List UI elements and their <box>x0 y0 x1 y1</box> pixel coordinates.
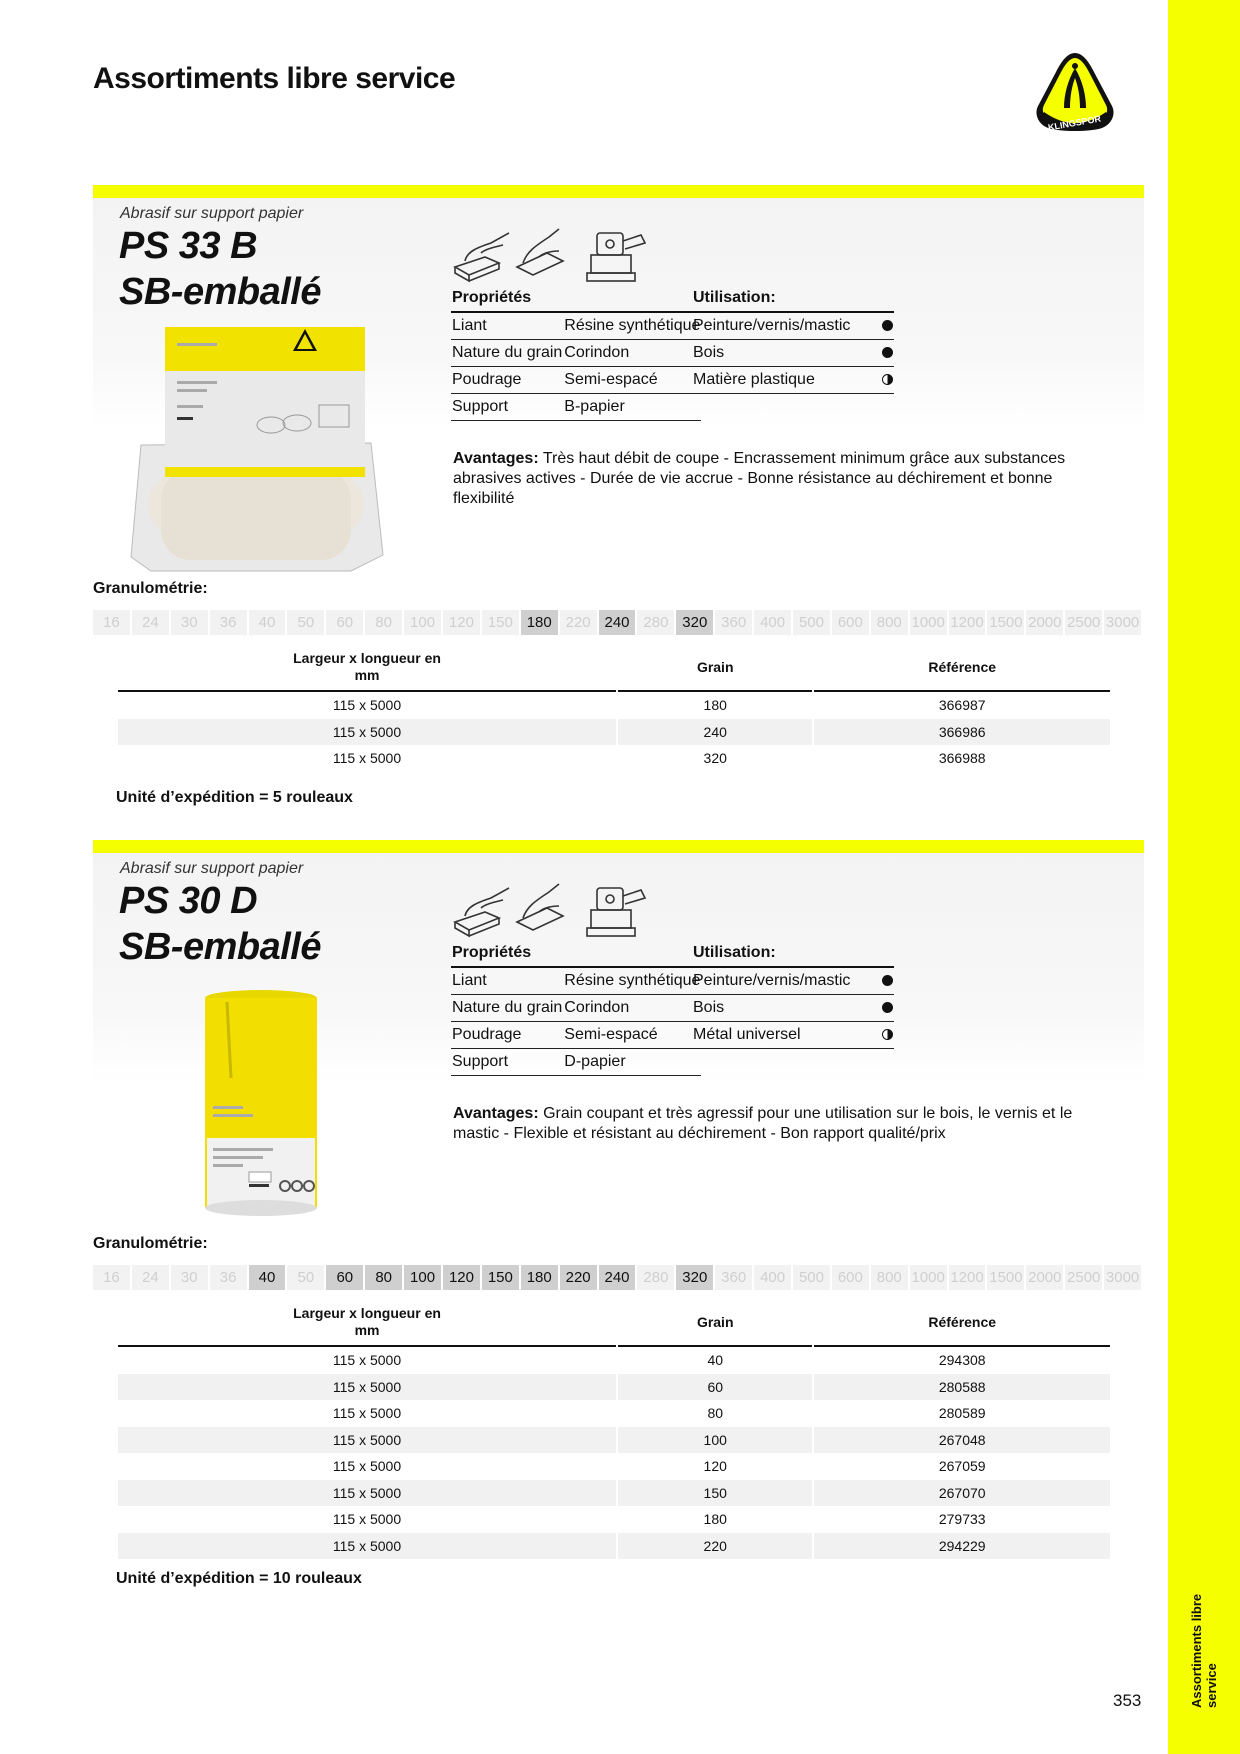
cell-size: 115 x 5000 <box>118 1427 616 1454</box>
grit-cell-36: 36 <box>210 1265 247 1290</box>
grit-cell-500: 500 <box>793 610 830 635</box>
advantages-body: Très haut débit de coupe - Encrassement minimum grâce aux substances abrasives actives - Durée de vie accrue - Bonne résistance au déchirement et bonne flexibilité <box>453 450 1066 507</box>
property-key: Support <box>451 394 563 421</box>
grit-cell-30: 30 <box>171 1265 208 1290</box>
usage-row <box>692 967 894 995</box>
page-title: Assortiments libre service <box>93 62 456 95</box>
grit-cell-1200: 1200 <box>949 610 986 635</box>
usage-row <box>692 367 894 394</box>
advantages-text <box>453 1104 1113 1144</box>
full-suitability-icon <box>882 347 893 358</box>
product-image-ps33b <box>121 325 411 575</box>
grit-cell-1000: 1000 <box>910 610 947 635</box>
property-row <box>451 394 701 421</box>
cell-ref: 267059 <box>938 1458 986 1475</box>
article-table <box>116 1302 1112 1559</box>
grit-cell-360: 360 <box>715 610 752 635</box>
table-row <box>118 719 1110 746</box>
property-key: Liant <box>451 967 563 995</box>
section-divider <box>93 185 1144 198</box>
grit-cell-3000: 3000 <box>1104 1265 1141 1290</box>
cell-grain: 150 <box>618 1480 812 1507</box>
klingspor-logo <box>1032 50 1118 134</box>
sanding-tools-icons <box>451 223 651 285</box>
grit-cell-220: 220 <box>560 1265 597 1290</box>
grit-cell-60: 60 <box>326 1265 363 1290</box>
property-key: Poudrage <box>451 1022 563 1049</box>
grit-cell-100: 100 <box>404 1265 441 1290</box>
svg-text:KLINGSPOR: KLINGSPOR <box>1047 113 1102 133</box>
property-value: Semi-espacé <box>563 367 701 394</box>
property-value: Corindon <box>563 995 701 1022</box>
grit-cell-36: 36 <box>210 610 247 635</box>
cell-grain: 100 <box>618 1427 812 1454</box>
grit-cell-2000: 2000 <box>1026 1265 1063 1290</box>
property-value: Résine synthétique <box>563 967 701 995</box>
grit-cell-120: 120 <box>443 610 480 635</box>
product-name <box>119 878 321 970</box>
cell-size: 115 x 5000 <box>118 1374 616 1401</box>
grit-cell-2500: 2500 <box>1065 610 1102 635</box>
grit-cell-120: 120 <box>443 1265 480 1290</box>
usage-table <box>692 942 894 1049</box>
cell-grain: 320 <box>703 750 727 767</box>
grit-cell-16: 16 <box>93 1265 130 1290</box>
property-key: Poudrage <box>451 367 563 394</box>
usage-label: Métal universel <box>692 1022 872 1049</box>
grit-cell-80: 80 <box>365 610 402 635</box>
usage-label: Bois <box>692 995 872 1022</box>
page-number: 353 <box>1113 1691 1142 1710</box>
property-key: Support <box>451 1049 563 1076</box>
property-value: Corindon <box>563 340 701 367</box>
column-header-grain: Grain <box>618 1302 812 1347</box>
grit-cell-600: 600 <box>832 610 869 635</box>
grit-cell-24: 24 <box>132 610 169 635</box>
usage-label: Peinture/vernis/mastic <box>692 967 872 995</box>
product-name-line1: PS 30 D <box>119 880 258 922</box>
grit-cell-16: 16 <box>93 610 130 635</box>
cell-ref: 267070 <box>814 1480 1110 1507</box>
cell-ref: 280589 <box>938 1405 986 1422</box>
cell-ref: 366987 <box>938 697 986 714</box>
cell-ref: 280588 <box>814 1374 1110 1401</box>
properties-table <box>451 942 701 1076</box>
table-row <box>118 1374 1110 1401</box>
grit-cell-30: 30 <box>171 610 208 635</box>
grit-cell-400: 400 <box>754 1265 791 1290</box>
grit-cell-220: 220 <box>560 610 597 635</box>
cell-grain: 180 <box>703 697 727 714</box>
grit-cell-1200: 1200 <box>949 1265 986 1290</box>
sidebar-label-text: Assortiments libre service <box>1189 1593 1219 1708</box>
article-table <box>116 647 1112 772</box>
table-row <box>118 1427 1110 1454</box>
advantages-label: Avantages: <box>453 450 539 467</box>
product-name-line2: SB-emballé <box>119 271 321 313</box>
cell-size: 115 x 5000 <box>332 697 402 714</box>
property-key: Nature du grain <box>451 340 563 367</box>
grit-cell-40: 40 <box>249 1265 286 1290</box>
cell-size: 115 x 5000 <box>332 1511 402 1528</box>
grit-cell-3000: 3000 <box>1104 610 1141 635</box>
cell-ref: 267048 <box>814 1427 1110 1454</box>
grit-cell-800: 800 <box>871 610 908 635</box>
table-row <box>118 745 1110 772</box>
grit-cell-240: 240 <box>599 610 636 635</box>
grit-scale <box>93 610 1141 635</box>
sidebar-accent <box>1168 0 1240 1754</box>
grit-cell-2500: 2500 <box>1065 1265 1102 1290</box>
grit-cell-180: 180 <box>521 1265 558 1290</box>
column-header-size-label: Largeur x longueur en mm <box>293 650 441 683</box>
grit-cell-1000: 1000 <box>910 1265 947 1290</box>
usage-label: Peinture/vernis/mastic <box>692 312 872 340</box>
product-name-line2: SB-emballé <box>119 926 321 968</box>
cell-size: 115 x 5000 <box>118 1480 616 1507</box>
grit-cell-150: 150 <box>482 1265 519 1290</box>
table-row <box>118 692 1110 719</box>
property-value: Semi-espacé <box>563 1022 701 1049</box>
usage-label: Bois <box>692 340 872 367</box>
product-section-ps30d <box>93 840 1144 1600</box>
property-row <box>451 367 701 394</box>
property-row <box>451 995 701 1022</box>
usage-label: Matière plastique <box>692 367 872 394</box>
product-image-ps30d <box>201 988 321 1224</box>
property-value: Résine synthétique <box>563 312 701 340</box>
grit-cell-320: 320 <box>676 1265 713 1290</box>
usage-header: Utilisation: <box>692 287 894 312</box>
table-row <box>118 1533 1110 1560</box>
grit-cell-40: 40 <box>249 610 286 635</box>
partial-suitability-icon <box>882 1029 893 1040</box>
sanding-tools-icons <box>451 878 651 940</box>
grit-cell-150: 150 <box>482 610 519 635</box>
grit-cell-280: 280 <box>637 610 674 635</box>
grit-cell-50: 50 <box>287 1265 324 1290</box>
property-row <box>451 312 701 340</box>
partial-suitability-icon <box>882 374 893 385</box>
shipping-unit: Unité d’expédition = 10 rouleaux <box>116 1570 362 1587</box>
cell-grain: 80 <box>707 1405 724 1422</box>
section-divider <box>93 840 1144 853</box>
property-row <box>451 967 701 995</box>
advantages-body: Grain coupant et très agressif pour une utilisation sur le bois, le vernis et le mastic - Flexible et résistant au déchirement - Bon rapport qualité/prix <box>453 1105 1073 1142</box>
column-header-reference: Référence <box>814 647 1110 692</box>
property-row <box>451 1022 701 1049</box>
usage-row <box>692 995 894 1022</box>
full-suitability-icon <box>882 320 893 331</box>
properties-header: Propriétés <box>451 287 701 312</box>
grit-cell-360: 360 <box>715 1265 752 1290</box>
grit-cell-320: 320 <box>676 610 713 635</box>
column-header-reference: Référence <box>814 1302 1110 1347</box>
cell-ref: 366986 <box>814 719 1110 746</box>
grit-cell-1500: 1500 <box>987 1265 1024 1290</box>
table-row <box>118 1400 1110 1427</box>
advantages-label: Avantages: <box>453 1105 539 1122</box>
cell-size: 115 x 5000 <box>332 1352 402 1369</box>
full-suitability-icon <box>882 1002 893 1013</box>
usage-row <box>692 340 894 367</box>
usage-row <box>692 312 894 340</box>
cell-ref: 279733 <box>938 1511 986 1528</box>
table-row <box>118 1347 1110 1374</box>
grit-cell-60: 60 <box>326 610 363 635</box>
product-subtitle: Abrasif sur support papier <box>120 860 304 877</box>
property-key: Nature du grain <box>451 995 563 1022</box>
grit-cell-50: 50 <box>287 610 324 635</box>
properties-header: Propriétés <box>451 942 701 967</box>
cell-grain: 120 <box>703 1458 727 1475</box>
column-header-size-label: Largeur x longueur en mm <box>293 1305 441 1338</box>
grit-cell-800: 800 <box>871 1265 908 1290</box>
cell-grain: 180 <box>703 1511 727 1528</box>
property-value: D-papier <box>563 1049 701 1076</box>
cell-ref: 366988 <box>938 750 986 767</box>
product-section-ps33b <box>93 185 1144 805</box>
column-header-size <box>118 647 616 692</box>
product-name <box>119 223 321 315</box>
property-key: Liant <box>451 312 563 340</box>
cell-size: 115 x 5000 <box>332 1458 402 1475</box>
advantages-text <box>453 449 1113 509</box>
product-name-line1: PS 33 B <box>119 225 258 267</box>
property-value: B-papier <box>563 394 701 421</box>
usage-header: Utilisation: <box>692 942 894 967</box>
granulometry-label: Granulométrie: <box>93 580 208 597</box>
properties-table <box>451 287 701 421</box>
grit-cell-400: 400 <box>754 610 791 635</box>
property-row <box>451 1049 701 1076</box>
sidebar-label <box>1173 1590 1233 1710</box>
grit-cell-100: 100 <box>404 610 441 635</box>
cell-grain: 220 <box>618 1533 812 1560</box>
cell-grain: 60 <box>618 1374 812 1401</box>
grit-cell-500: 500 <box>793 1265 830 1290</box>
cell-grain: 40 <box>707 1352 724 1369</box>
grit-scale <box>93 1265 1141 1290</box>
grit-cell-80: 80 <box>365 1265 402 1290</box>
grit-cell-1500: 1500 <box>987 610 1024 635</box>
table-row <box>118 1506 1110 1533</box>
grit-cell-24: 24 <box>132 1265 169 1290</box>
cell-size: 115 x 5000 <box>332 1405 402 1422</box>
grit-cell-240: 240 <box>599 1265 636 1290</box>
grit-cell-2000: 2000 <box>1026 610 1063 635</box>
usage-table <box>692 287 894 394</box>
property-row <box>451 340 701 367</box>
cell-size: 115 x 5000 <box>118 719 616 746</box>
cell-size: 115 x 5000 <box>332 750 402 767</box>
table-row <box>118 1480 1110 1507</box>
column-header-size <box>118 1302 616 1347</box>
grit-cell-600: 600 <box>832 1265 869 1290</box>
table-row <box>118 1453 1110 1480</box>
column-header-grain: Grain <box>618 647 812 692</box>
grit-cell-180: 180 <box>521 610 558 635</box>
grit-cell-280: 280 <box>637 1265 674 1290</box>
product-subtitle: Abrasif sur support papier <box>120 205 304 222</box>
cell-ref: 294308 <box>938 1352 986 1369</box>
cell-grain: 240 <box>618 719 812 746</box>
granulometry-label: Granulométrie: <box>93 1235 208 1252</box>
cell-ref: 294229 <box>814 1533 1110 1560</box>
shipping-unit: Unité d’expédition = 5 rouleaux <box>116 789 353 806</box>
usage-row <box>692 1022 894 1049</box>
full-suitability-icon <box>882 975 893 986</box>
cell-size: 115 x 5000 <box>118 1533 616 1560</box>
